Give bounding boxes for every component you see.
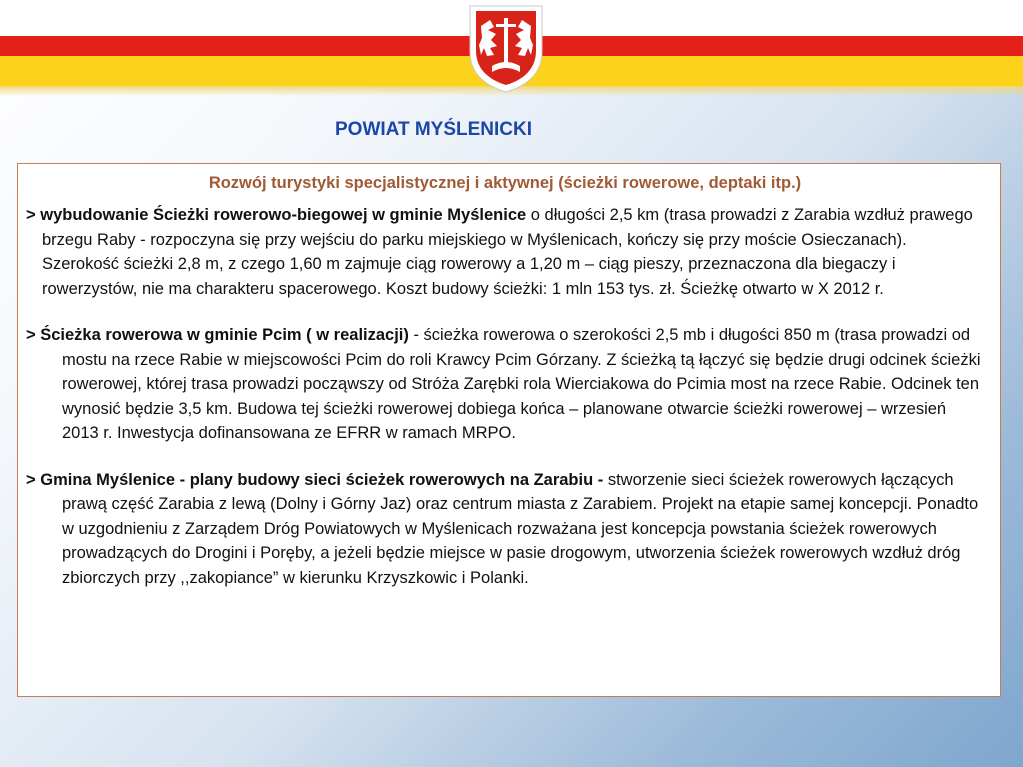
item-marker: > — [26, 206, 36, 224]
list-item — [26, 203, 984, 301]
item-marker: > — [26, 326, 36, 344]
region-title: POWIAT MYŚLENICKI — [335, 119, 533, 140]
coat-of-arms-icon — [466, 0, 546, 96]
section-heading: Rozwój turystyki specjalistycznej i aktywnej (ścieżki rowerowe, deptaki itp.) — [208, 174, 802, 192]
item-title: Ścieżka rowerowa w gminie Pcim ( w realizacji) — [40, 326, 409, 344]
item-marker: > — [26, 470, 36, 489]
item-text: - ścieżka rowerowa o szerokości 2,5 mb i długości 850 m (trasa prowadzi od mostu na rzece Rabie w miejscowości Pcim do roli Krawcy Pcim Górzany. Z ścieżką tą łączyć się będzie drugi odcinek ścieżki rowerowej, której trasa prowadzi począwszy od Stróża Zarębki rola Wierciakowa do Pcimia most na rzece Rabie. Odcinek ten wynosić będzie 3,5 km. Budowa tej ścieżki rowerowej dobiega końca – planowane otwarcie ścieżki rowerowej – wrzesień 2013 r. Inwestycja dofinansowana ze EFRR w ramach MRPO. — [62, 326, 981, 442]
item-text: stworzenie sieci ścieżek rowerowych łączących prawą część Zarabia z lewą (Dolny i Górny Jaz) oraz centrum miasta z Zarabiem. Projekt na etapie samej koncepcji. Ponadto w uzgodnieniu z Zarządem Dróg Powiatowych w Myślenicach rozważana jest koncepcja powstania ścieżek rowerowych prowadzących do Drogini i Poręby, a jeżeli będzie miejsce w pasie drogowym, utworzenia ścieżek rowerowych wzdłuż dróg zbiorczych przy ,,zakopiance” w kierunku Krzyszkowic i Polanki. — [62, 470, 979, 587]
content-box — [17, 163, 1001, 697]
item-title: wybudowanie Ścieżki rowerowo-biegowej w gminie Myślenice — [40, 206, 527, 224]
list-item — [26, 468, 984, 591]
item-title: Gmina Myślenice - plany budowy sieci ścieżek rowerowych na Zarabiu - — [40, 470, 604, 489]
list-item — [26, 323, 984, 446]
item-text: o długości 2,5 km (trasa prowadzi z Zarabia wzdłuż prawego brzegu Raby - rozpoczyna się przy wejściu do parku miejskiego w Myślenicach, kończy się przy moście Osieczanach). Szerokość ścieżki 2,8 m, z czego 1,60 m zajmuje ciąg rowerowy a 1,20 m – ciąg pieszy, przeznaczona dla biegaczy i rowerzystów, nie ma charakteru spacerowego. Koszt budowy ścieżki: 1 mln 153 tys. zł. Ścieżkę otwarto w X 2012 r. — [42, 206, 973, 298]
